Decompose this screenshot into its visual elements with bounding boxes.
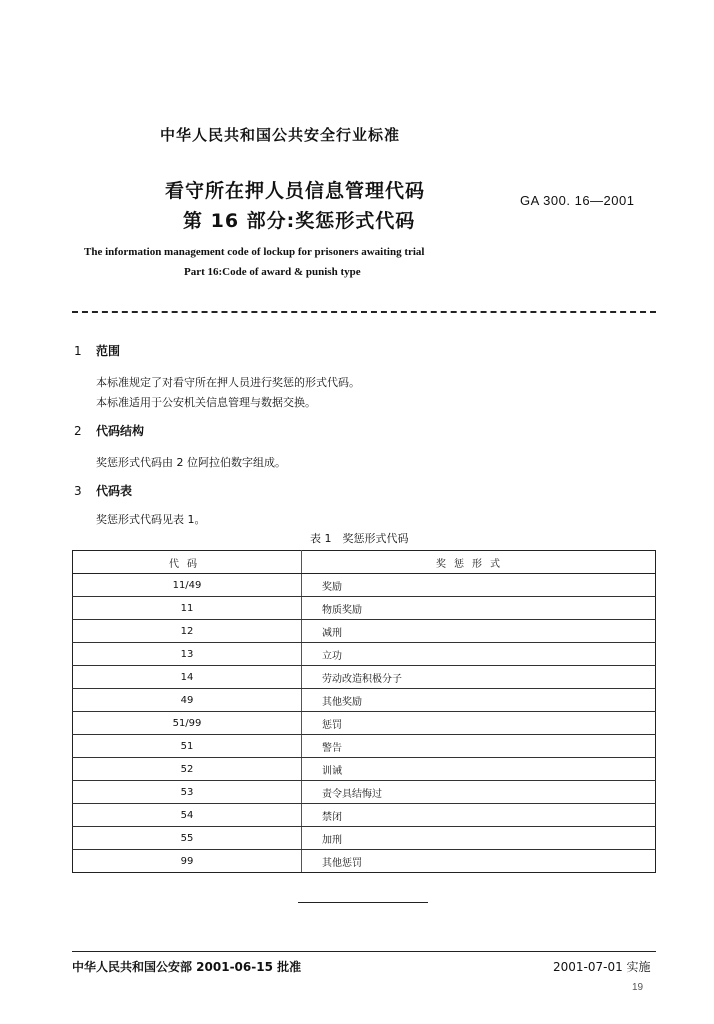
paragraph-scope-2: 本标准适用于公安机关信息管理与数据交换。 xyxy=(96,396,316,409)
type-cell: 物质奖励 xyxy=(302,597,656,620)
section-number: 1 xyxy=(74,344,82,358)
table-row xyxy=(73,574,656,597)
section-number: 3 xyxy=(74,484,82,498)
standard-code: GA 300. 16—2001 xyxy=(520,193,635,208)
type-cell: 劳动改造积极分子 xyxy=(302,666,656,689)
code-cell: 49 xyxy=(73,689,302,712)
table-row xyxy=(73,758,656,781)
table-row xyxy=(73,620,656,643)
section-heading-scope xyxy=(74,342,120,359)
table-row xyxy=(73,643,656,666)
code-cell: 12 xyxy=(73,620,302,643)
code-cell: 51 xyxy=(73,735,302,758)
table-row xyxy=(73,689,656,712)
paragraph-scope-1: 本标准规定了对看守所在押人员进行奖惩的形式代码。 xyxy=(96,376,360,389)
header-code: 代码 xyxy=(73,551,302,574)
code-cell: 11/49 xyxy=(73,574,302,597)
title-line-1: 看守所在押人员信息管理代码 xyxy=(165,180,426,202)
end-of-text-rule xyxy=(298,902,428,903)
type-cell: 奖励 xyxy=(302,574,656,597)
type-cell: 减刑 xyxy=(302,620,656,643)
table-row xyxy=(73,735,656,758)
section-heading-structure xyxy=(74,422,144,439)
issuer-line: 中华人民共和国公共安全行业标准 xyxy=(160,126,401,144)
english-title-line-2: Part 16:Code of award & punish type xyxy=(184,266,361,278)
section-name: 代码表 xyxy=(96,484,133,498)
table-row xyxy=(73,712,656,735)
section-name: 范围 xyxy=(96,344,121,358)
code-cell: 52 xyxy=(73,758,302,781)
code-cell: 54 xyxy=(73,804,302,827)
type-cell: 警告 xyxy=(302,735,656,758)
table-row xyxy=(73,781,656,804)
table-row xyxy=(73,804,656,827)
effective-date: 2001-07-01 实施 xyxy=(553,960,651,974)
type-cell: 责令具结悔过 xyxy=(302,781,656,804)
type-cell: 禁闭 xyxy=(302,804,656,827)
type-cell: 立功 xyxy=(302,643,656,666)
section-heading-code-table xyxy=(74,482,132,499)
type-cell: 其他惩罚 xyxy=(302,850,656,873)
approval-line: 中华人民共和国公安部 2001-06-15 批准 xyxy=(72,960,302,974)
title-line-2: 第 16 部分:奖惩形式代码 xyxy=(183,210,416,232)
code-cell: 13 xyxy=(73,643,302,666)
type-cell: 训诫 xyxy=(302,758,656,781)
section-number: 2 xyxy=(74,424,82,438)
header-type: 奖惩形式 xyxy=(302,551,656,574)
type-cell: 惩罚 xyxy=(302,712,656,735)
table-row xyxy=(73,827,656,850)
table-row xyxy=(73,850,656,873)
table-row xyxy=(73,666,656,689)
code-table xyxy=(72,550,656,873)
code-cell: 11 xyxy=(73,597,302,620)
code-cell: 14 xyxy=(73,666,302,689)
code-cell: 99 xyxy=(73,850,302,873)
footer-divider xyxy=(72,951,656,952)
page-number: 19 xyxy=(632,982,644,993)
section-name: 代码结构 xyxy=(96,424,145,438)
table-row xyxy=(73,597,656,620)
title-divider xyxy=(72,311,656,313)
code-cell: 51/99 xyxy=(73,712,302,735)
table-header-row xyxy=(73,551,656,574)
paragraph-structure: 奖惩形式代码由 2 位阿拉伯数字组成。 xyxy=(96,456,286,469)
table-caption: 表 1 奖惩形式代码 xyxy=(310,532,409,545)
type-cell: 加刑 xyxy=(302,827,656,850)
english-title-line-1: The information management code of lockup for prisoners awaiting trial xyxy=(84,246,425,258)
code-cell: 53 xyxy=(73,781,302,804)
paragraph-table-ref: 奖惩形式代码见表 1。 xyxy=(96,513,206,526)
code-cell: 55 xyxy=(73,827,302,850)
type-cell: 其他奖励 xyxy=(302,689,656,712)
